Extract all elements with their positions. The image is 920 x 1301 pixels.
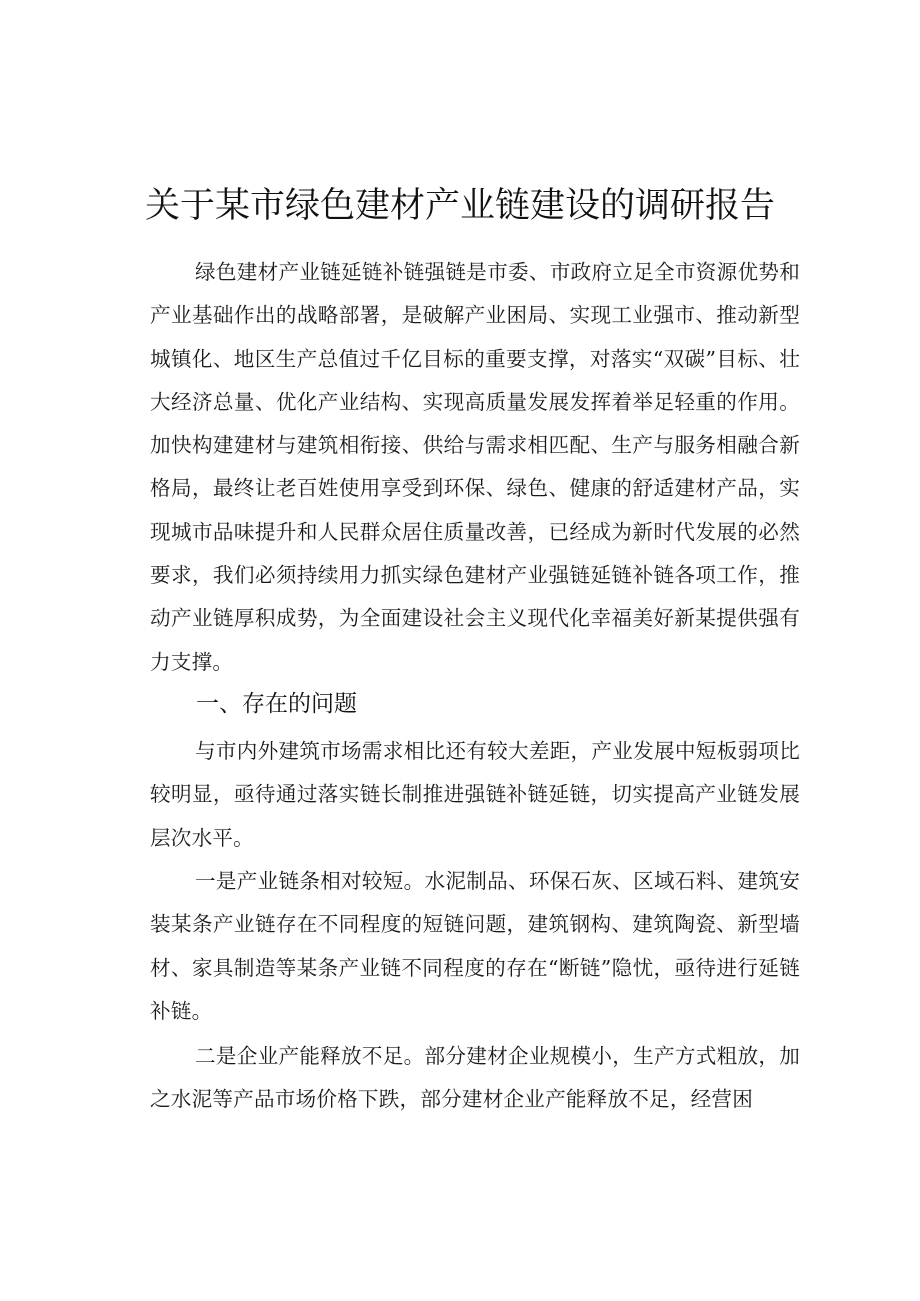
- problem-item-2-paragraph: 二是企业产能释放不足。部分建材企业规模小，生产方式粗放，加之水泥等产品市场价格下跌，部分建材企业产能释放不足，经营困: [150, 1044, 800, 1112]
- intro-paragraph: 绿色建材产业链延链补链强链是市委、市政府立足全市资源优势和产业基础作出的战略部署，是破解产业困局、实现工业强市、推动新型城镇化、地区生产总值过千亿目标的重要支撑，对落实“双碳”目标、壮大经济总量、优化产业结构、实现高质量发展发挥着举足轻重的作用。加快构建建材与建筑相衔接、供给与需求相匹配、生产与服务相融合新格局，最终让老百姓使用享受到环保、绿色、健康的舒适建材产品，实现城市品味提升和人民群众居住质量改善，已经成为新时代发展的必然要求，我们必须持续用力抓实绿色建材产业强链延链补链各项工作，推动产业链厚积成势，为全面建设社会主义现代化幸福美好新某提供强有力支撑。: [150, 260, 800, 674]
- section-heading-problems: 一、存在的问题: [196, 691, 357, 717]
- problem-item-1-paragraph: 一是产业链条相对较短。水泥制品、环保石灰、区域石料、建筑安装某条产业链存在不同程度的短链问题，建筑钢构、建筑陶瓷、新型墙材、家具制造等某条产业链不同程度的存在“断链”隐忧，亟待进行延链补链。: [150, 869, 800, 1023]
- document-title: 关于某市绿色建材产业链建设的调研报告: [144, 186, 775, 227]
- problems-summary-paragraph: 与市内外建筑市场需求相比还有较大差距，产业发展中短板弱项比较明显，亟待通过落实链长制推进强链补链延链，切实提高产业链发展层次水平。: [150, 739, 800, 850]
